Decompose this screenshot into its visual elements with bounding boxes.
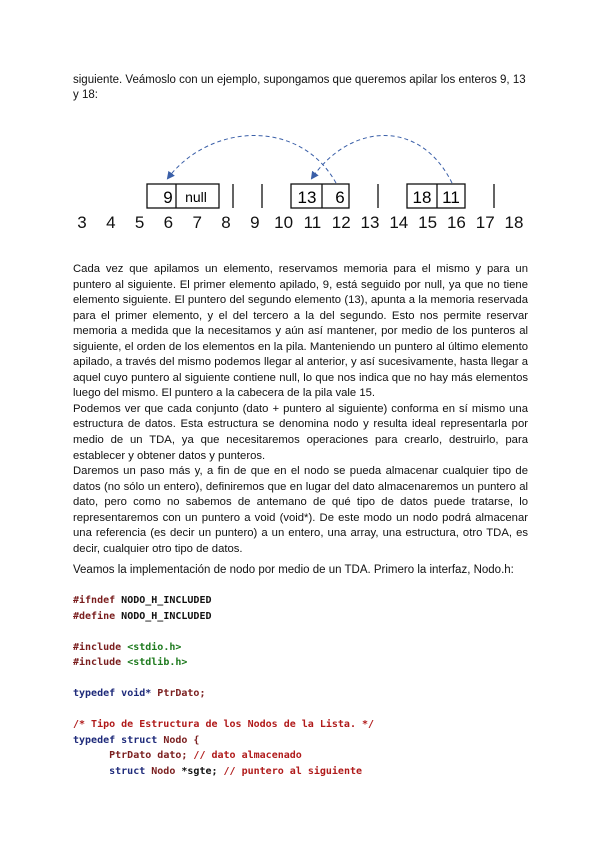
address-number: 11 xyxy=(303,213,322,232)
address-number: 3 xyxy=(77,213,87,232)
code-line-blank xyxy=(73,671,543,687)
paragraph-node-definition: Podemos ver que cada conjunto (dato + puntero al siguiente) conforma en sí mismo una estructura de datos. Esta estructura se denomina nodo y resulta ideal representarla por medio de un TDA, ya que necesitaremos operaciones para crearlo, destruirlo, para establecer y obtener datos y punteros. xyxy=(73,402,528,462)
code-line: typedef void* PtrDato; xyxy=(73,688,206,699)
pointer-arrow-13-to-9 xyxy=(168,136,336,184)
address-number: 9 xyxy=(250,213,260,232)
address-number: 12 xyxy=(331,213,351,232)
code-line: #define NODO_H_INCLUDED xyxy=(73,610,212,622)
stack-memory-diagram xyxy=(0,128,600,238)
code-line-blank xyxy=(73,624,543,640)
node-18-pointer: 11 xyxy=(442,188,460,207)
paragraph-stack-explanation: Cada vez que apilamos un elemento, reservamos memoria para el mismo y para un puntero al siguiente. El primer elemento apilado, 9, está seguido por null, ya que no tiene elemento siguiente. El puntero del segundo elemento (13), apunta a la memoria reservada para el primer elemento, y el del tercero a la del segundo. Esto nos permite reservar memoria a medida que la necesitamos y aún así mantener, por medio de los punteros al siguiente, el orden de los elementos en la pila. Manteniendo un puntero al último elemento apilado, a través del mismo podemos llegar al anterior, y así sucesivamente, hasta llegar a aquel cuyo puntero al siguiente contiene null, lo que nos indica que no hay más elementos luego del mismo. El puntero a la cabecera de la pila vale 15. xyxy=(73,263,528,400)
code-listing xyxy=(73,593,543,779)
body-text xyxy=(73,262,528,557)
address-number: 4 xyxy=(106,213,116,232)
code-line: #include <stdio.h> xyxy=(73,641,182,653)
address-number: 7 xyxy=(192,213,202,232)
code-line: struct Nodo *sgte; // puntero al siguiente xyxy=(73,765,363,777)
node-9-pointer: null xyxy=(185,189,207,205)
address-number: 6 xyxy=(163,213,174,232)
address-number: 5 xyxy=(134,213,145,232)
address-number: 8 xyxy=(221,213,231,232)
node-box-9 xyxy=(147,184,219,208)
code-line-blank xyxy=(73,702,543,718)
address-number: 13 xyxy=(360,213,380,232)
address-number: 14 xyxy=(389,213,409,232)
node-9-value: 9 xyxy=(163,188,173,207)
address-number: 10 xyxy=(274,213,294,232)
address-number: 16 xyxy=(446,213,466,232)
node-13-pointer: 6 xyxy=(335,188,345,207)
address-number: 15 xyxy=(418,213,438,232)
intro-paragraph: siguiente. Veámoslo con un ejemplo, supongamos que queremos apilar los enteros 9, 13 y 18: xyxy=(73,74,526,101)
code-line: #include <stdlib.h> xyxy=(73,657,188,668)
node-18-value: 18 xyxy=(412,188,432,207)
paragraph-void-pointer: Daremos un paso más y, a fin de que en el nodo se pueda almacenar cualquier tipo de datos (no sólo un entero), definiremos que en lugar del dato almacenaremos un puntero al dato, pero como no sabemos de antemano de qué tipo de datos puede tratarse, lo representaremos con un puntero a void (void*). De este modo un nodo podrá almacenar una referencia (es decir un puntero) a un entero, una array, una estructura, otro TDA, es decir, cualquier otro tipo de datos. xyxy=(73,465,528,555)
code-line: #ifndef NODO_H_INCLUDED xyxy=(73,595,212,606)
implementation-lead: Veamos la implementación de nodo por medio de un TDA. Primero la interfaz, Nodo.h: xyxy=(73,564,514,576)
pointer-arrow-18-to-13 xyxy=(312,136,452,184)
address-number: 18 xyxy=(504,213,524,232)
node-13-value: 13 xyxy=(297,188,317,207)
code-line: typedef struct Nodo { xyxy=(73,734,200,746)
code-line-comment: /* Tipo de Estructura de los Nodos de la Lista. */ xyxy=(73,719,375,730)
code-line: PtrDato dato; // dato almacenado xyxy=(73,750,302,761)
address-number: 17 xyxy=(475,213,495,232)
